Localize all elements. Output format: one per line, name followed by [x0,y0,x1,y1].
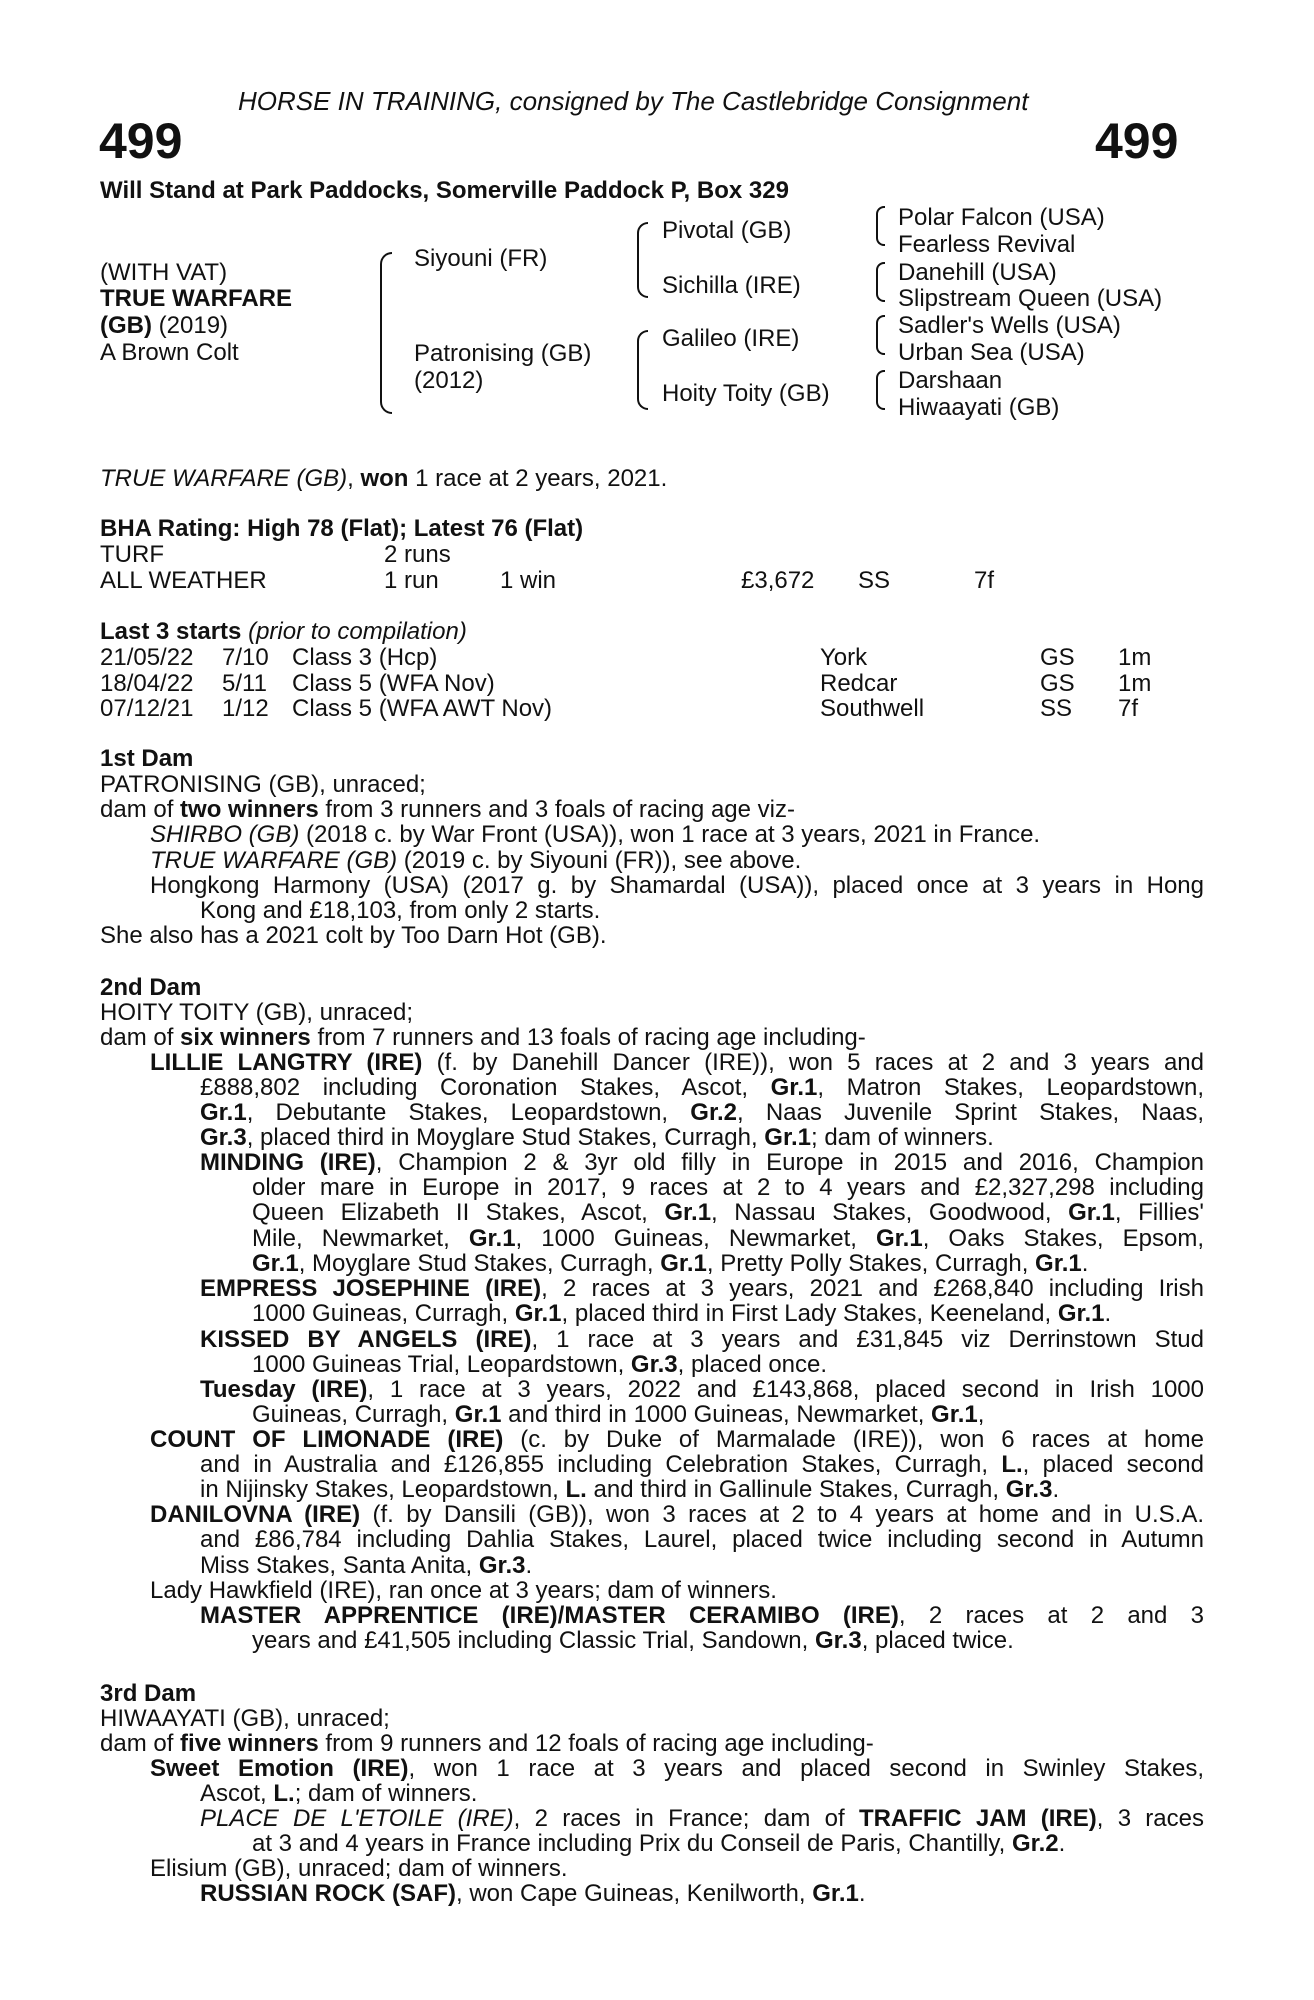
text: DANILOVNA (IRE) [150,1501,361,1528]
text: Gr.1 [468,1225,516,1252]
dam3-line [200,1781,477,1807]
sire-dam-brace [380,252,392,414]
start-course: Redcar [820,670,898,697]
text: , won Cape Guineas, Kenilworth, [456,1880,813,1907]
text: two winners [180,796,319,823]
text: PLACE DE L'ETOILE (IRE) [200,1805,514,1832]
dam2-line [100,1025,866,1051]
text: . [1052,1476,1060,1503]
text: Miss Stakes, Santa Anita, [200,1552,479,1579]
dam3-line [200,1881,866,1907]
text: and third in 1000 Guineas, Newmarket, [501,1401,932,1428]
vat-note: (WITH VAT) [100,259,228,286]
starts-heading [100,619,467,645]
text: , 3 races [1096,1805,1204,1832]
aw-going: SS [858,567,891,594]
text: , placed once. [677,1351,828,1378]
sss: Polar Falcon (USA) [898,204,1105,231]
text: Gr.1 [1068,1199,1115,1226]
text: Gr.1 [812,1880,859,1907]
aw-runs: 1 run [384,567,439,594]
text: (2018 c. by War Front (USA)), won 1 race at 3 years, 2021 in France. [299,821,1041,848]
text: L. [565,1476,587,1503]
starts-note: (prior to compilation) [241,618,467,645]
text: , Naas Juvenile Sprint Stakes, Naas, [736,1099,1204,1126]
text: and third in Gallinule Stakes, Curragh, [586,1476,1006,1503]
horse-country: (GB) [100,312,152,339]
dam2-line [150,1050,1204,1076]
dam1-line: Kong and £18,103, from only 2 starts. [200,897,601,924]
text: Gr.1 [770,1074,818,1101]
brace-dd [876,370,885,410]
dam2-line [252,1628,1014,1654]
dam1-line [150,848,801,874]
text: dam of [100,796,181,823]
dam1-line [100,797,795,823]
aw-surface: ALL WEATHER [100,567,267,594]
turf-surface: TURF [100,541,164,568]
aw-dist: 7f [974,567,995,594]
text: (f. by Danehill Dancer (IRE)), won 5 races at 2 and 3 years and [422,1049,1205,1076]
text: dam of [100,1730,181,1757]
start-dist: 1m [1118,644,1152,671]
dds: Darshaan [898,367,1003,394]
dam-dam: Hoity Toity (GB) [662,380,830,407]
text: Mile, Newmarket, [252,1225,469,1252]
text: Gr.1 [664,1199,712,1226]
text: , 2 races at 3 years, 2021 and £268,840 including Irish [541,1275,1204,1302]
dam3-line [200,1806,1204,1832]
text: 1000 Guineas, Curragh, [252,1300,515,1327]
dam-sire: Galileo (IRE) [662,325,800,352]
text: Gr.1 [1057,1300,1105,1327]
dam2-line [200,1150,1204,1176]
text: COUNT OF LIMONADE (IRE) [150,1426,504,1453]
start-going: GS [1040,670,1075,697]
text: Gr.3 [1005,1476,1053,1503]
text: , placed third in Moyglare Stud Stakes, Curragh, [246,1124,765,1151]
dam2-line [200,1477,1059,1503]
text: , 2 races in France; dam of [513,1805,859,1832]
text: , Pretty Polly Stakes, Curragh, [706,1250,1036,1277]
starts-title: Last 3 starts [100,618,242,645]
summary-name: TRUE WARFARE (GB) [100,465,348,492]
text: Gr.1 [764,1124,811,1151]
text: L. [273,1780,295,1807]
text: KISSED BY ANGELS (IRE) [200,1326,532,1353]
start-pos: 1/12 [222,695,269,722]
text: , Debutante Stakes, Leopardstown, [246,1099,691,1126]
dss: Sadler's Wells (USA) [898,312,1121,339]
text: 1000 Guineas Trial, Leopardstown, [252,1351,631,1378]
text: L. [1001,1451,1023,1478]
text: (2019 c. by Siyouni (FR)), see above. [397,847,802,874]
sire: Siyouni (FR) [414,245,548,272]
dam3-line: Elisium (GB), unraced; dam of winners. [150,1855,568,1882]
text: from 9 runners and 12 foals of racing age including- [318,1730,874,1757]
text: , placed second [1022,1451,1204,1478]
text: MASTER APPRENTICE (IRE)/MASTER CERAMIBO (IRE) [200,1602,899,1629]
start-date: 21/05/22 [100,644,194,671]
text: LILLIE LANGTRY (IRE) [150,1049,423,1076]
dam1-line [150,822,1040,848]
text: five winners [180,1730,319,1757]
dam: Patronising (GB) [414,340,592,367]
lot-number-right: 499 [1095,113,1179,169]
dam1-line: PATRONISING (GB), unraced; [100,771,426,798]
text: MINDING (IRE) [200,1149,376,1176]
dam2-line [200,1452,1204,1478]
start-dist: 1m [1118,670,1152,697]
text: RUSSIAN ROCK (SAF) [200,1880,456,1907]
text: Gr.2 [1011,1830,1059,1857]
text: dam of [100,1024,181,1051]
text: Gr.1 [931,1401,978,1428]
text: Gr.1 [1035,1250,1082,1277]
text: . [858,1880,866,1907]
text: Guineas, Curragh, [252,1401,455,1428]
text: ; dam of winners. [811,1124,994,1151]
sire-sire: Pivotal (GB) [662,217,792,244]
text: , 1 race at 3 years and £31,845 viz Derrinstown Stud [531,1326,1204,1353]
dam2-line [200,1327,1204,1353]
dam1-line: Hongkong Harmony (USA) (2017 g. by Shamardal (USA)), placed once at 3 years in Hong [150,872,1204,899]
text: from 3 runners and 3 foals of racing age viz- [318,796,795,823]
start-pos: 5/11 [222,670,267,697]
dam1-heading: 1st Dam [100,745,194,772]
dam3-heading: 3rd Dam [100,1680,197,1707]
text: SHIRBO (GB) [150,821,300,848]
text: Gr.1 [200,1099,247,1126]
text: TRAFFIC JAM (IRE) [858,1805,1097,1832]
dam3-line [252,1831,1065,1857]
start-race: Class 5 (WFA Nov) [292,670,495,697]
sire-parents-brace [637,222,648,298]
sire-dam: Sichilla (IRE) [662,272,801,299]
dam2-line: older mare in Europe in 2017, 9 races at 2 to 4 years and £2,327,298 including [252,1174,1204,1201]
dam2-line [200,1603,1204,1629]
text: Gr.1 [875,1225,923,1252]
brace-ss [876,206,885,246]
text: , 1 race at 3 years, 2022 and £143,868, placed second in Irish 1000 [367,1376,1204,1403]
horse-year-line [100,313,228,339]
dam2-line: HOITY TOITY (GB), unraced; [100,999,413,1026]
summary-won: won [360,465,409,492]
text: TRUE WARFARE (GB) [150,847,398,874]
start-course: Southwell [820,695,925,722]
start-date: 07/12/21 [100,695,194,722]
dam2-line [252,1226,1204,1252]
start-race: Class 3 (Hcp) [292,644,438,671]
aw-prize: £3,672 [741,567,815,594]
text: Gr.3 [815,1627,862,1654]
dam2-line: and £86,784 including Dahlia Stakes, Laurel, placed twice including second in Autumn [200,1526,1204,1553]
start-dist: 7f [1118,695,1139,722]
text: (c. by Duke of Marmalade (IRE)), won 6 races at home [503,1426,1205,1453]
dam3-line [100,1731,874,1757]
sdd: Slipstream Queen (USA) [898,285,1163,312]
dam2-line [150,1427,1204,1453]
text: Gr.1 [454,1401,502,1428]
text: , placed twice. [861,1627,1014,1654]
start-date: 18/04/22 [100,670,194,697]
lot-number-left: 499 [99,113,183,169]
start-race: Class 5 (WFA AWT Nov) [292,695,553,722]
dam2-line [252,1301,1111,1327]
dam2-line [200,1125,994,1151]
text: Gr.1 [514,1300,562,1327]
horse-description: A Brown Colt [100,339,239,366]
text: six winners [180,1024,311,1051]
ssd: Fearless Revival [898,231,1076,258]
text: Gr.1 [660,1250,707,1277]
dsd: Urban Sea (USA) [898,339,1085,366]
race-summary [100,466,667,492]
dam2-line [150,1502,1204,1528]
text: Gr.3 [478,1552,526,1579]
sds: Danehill (USA) [898,259,1057,286]
text: Queen Elizabeth II Stakes, Ascot, [252,1199,665,1226]
text: at 3 and 4 years in France including Prix du Conseil de Paris, Chantilly, [252,1830,1012,1857]
text: in Nijinsky Stakes, Leopardstown, [200,1476,566,1503]
dam2-line [200,1553,532,1579]
dam3-line [150,1756,1204,1782]
text: . [1081,1250,1089,1277]
text: , [977,1401,985,1428]
brace-sd [876,262,885,302]
text: , Champion 2 & 3yr old filly in Europe in 2015 and 2016, Champion [375,1149,1204,1176]
dam2-line [252,1251,1088,1277]
text: Gr.3 [630,1351,678,1378]
text: Gr.1 [252,1250,299,1277]
dam2-line: Lady Hawkfield (IRE), ran once at 3 years; dam of winners. [150,1577,777,1604]
text: , 2 races at 2 and 3 [898,1602,1205,1629]
start-course: York [820,644,868,671]
dam-year: (2012) [414,367,484,394]
text: years and £41,505 including Classic Trial, Sandown, [252,1627,815,1654]
text: , Moyglare Stud Stakes, Curragh, [298,1250,661,1277]
text: . [525,1552,533,1579]
dam3-line: HIWAAYATI (GB), unraced; [100,1705,390,1732]
dam2-line [252,1402,984,1428]
text: , won 1 race at 3 years and placed second in Swinley Stakes, [408,1755,1204,1782]
text: from 7 runners and 13 foals of racing age including- [310,1024,866,1051]
dam2-line [200,1100,1204,1126]
dam2-line [252,1200,1204,1226]
text: , Oaks Stakes, Epsom, [922,1225,1204,1252]
text: Tuesday (IRE) [200,1376,368,1403]
rating-heading: BHA Rating: High 78 (Flat); Latest 76 (Flat) [100,515,584,542]
text: , placed third in First Lady Stakes, Keeneland, [561,1300,1058,1327]
dam2-line [200,1075,1204,1101]
dam2-line [200,1276,1204,1302]
dam2-heading: 2nd Dam [100,974,202,1001]
turf-runs: 2 runs [384,541,451,568]
dam-parents-brace [637,330,648,410]
aw-wins: 1 win [500,567,557,594]
text: , Nassau Stakes, Goodwood, [711,1199,1069,1226]
text: Sweet Emotion (IRE) [150,1755,409,1782]
text: , Matron Stakes, Leopardstown, [817,1074,1204,1101]
summary-sep: , [347,465,361,492]
text: (f. by Dansili (GB)), won 3 races at 2 to 4 years at home and in U.S.A. [360,1501,1204,1528]
text: and in Australia and £126,855 including Celebration Stakes, Curragh, [200,1451,1002,1478]
text: , 1000 Guineas, Newmarket, [515,1225,876,1252]
text: Ascot, [200,1780,274,1807]
text: . [1058,1830,1066,1857]
text: EMPRESS JOSEPHINE (IRE) [200,1275,542,1302]
ddd: Hiwaayati (GB) [898,394,1060,421]
start-going: SS [1040,695,1073,722]
start-going: GS [1040,644,1075,671]
dam2-line [200,1377,1204,1403]
dam2-line [252,1352,827,1378]
start-pos: 7/10 [222,644,269,671]
stabling-info: Will Stand at Park Paddocks, Somerville Paddock P, Box 329 [100,177,789,204]
brace-ds [876,315,885,355]
text: ; dam of winners. [294,1780,478,1807]
text: Gr.3 [200,1124,247,1151]
horse-year: (2019) [151,312,229,339]
text: . [1104,1300,1112,1327]
text: £888,802 including Coronation Stakes, Ascot, [200,1074,771,1101]
summary-rest: 1 race at 2 years, 2021. [408,465,668,492]
text: Gr.2 [690,1099,737,1126]
catalogue-header: HORSE IN TRAINING, consigned by The Castlebridge Consignment [238,86,1029,116]
dam1-line: She also has a 2021 colt by Too Darn Hot (GB). [100,922,607,949]
text: , Fillies' [1114,1199,1204,1226]
horse-name: TRUE WARFARE [100,285,292,312]
